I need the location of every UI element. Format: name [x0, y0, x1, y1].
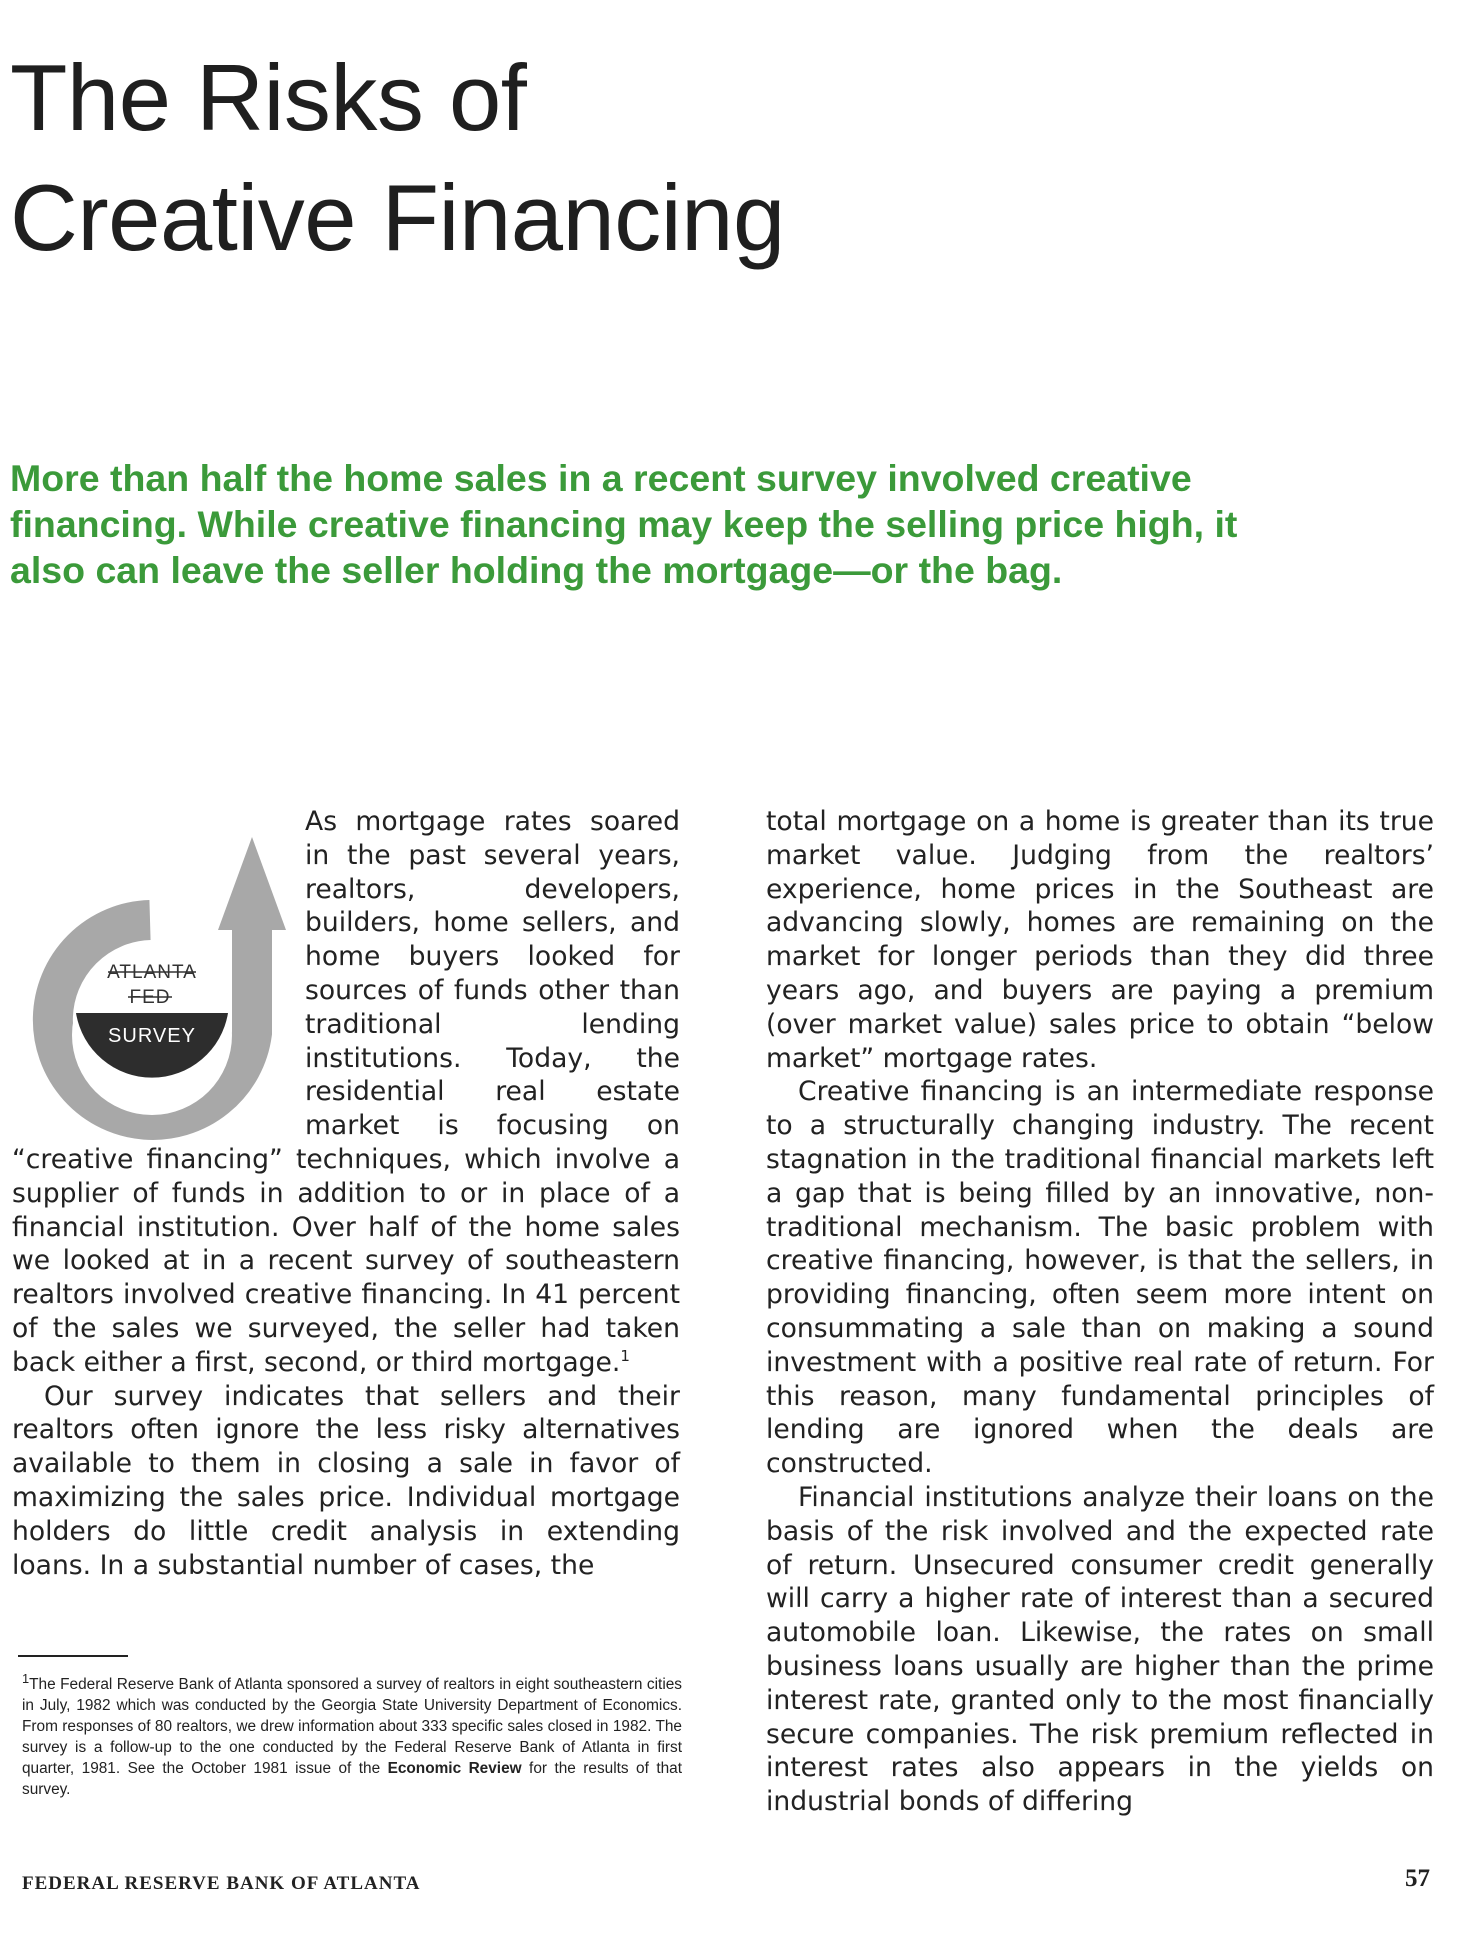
footnote-reference[interactable]: 1 [620, 1346, 630, 1365]
title-line-1: The Risks of [10, 45, 527, 150]
footnote-divider [18, 1655, 128, 1657]
logo-line-fed: FED [129, 987, 171, 1008]
footnote-publication: Economic Review [387, 1760, 522, 1778]
left-paragraph-1: As mortgage rates soared in the past several years, realtors, developers, builders, home sellers, and home buyers looked for sources of funds other than traditional lending institutions. Today, the residential real estate market is focusing on “creative financing” techniques, which involve a supplier of funds in addition to or in place of a financial institution. Over half of the home sales we looked at in a recent survey of southeastern realtors involved creative financing. In 41 percent of the sales we surveyed, the seller had taken back either a first, second, or third mortgage.$^1$ [12, 806, 680, 1378]
right-paragraph-3: Financial institutions analyze their loans on the basis of the risk involved and the expected rate of return. Unsecured consumer credit generally will carry a higher rate of interest than a secured automobile loan. Likewise, the rates on small business loans usually are higher than the prime interest rate, granted only to the most financially secure companies. The risk premium reflected in interest rates also appears in the yields on industrial bonds of differing [766, 1481, 1434, 1818]
footnote-text-end: for the results of that survey. [22, 1760, 682, 1799]
footnote-text: The Federal Reserve Bank of Atlanta sponsored a survey of realtors in eight southeastern cities in July, 1982 which was conducted by the Georgia State University Department of Economics. From responses of 80 realtors, we drew information about 333 specific sales closed in 1982. The survey is a follow-up to the one conducted by the Federal Reserve Bank of Atlanta in first quarter, 1981. See the October 1981 issue of the [22, 1676, 682, 1778]
logo-survey-badge: SURVEY [108, 1025, 196, 1047]
footnote-marker: 1 [22, 1671, 30, 1686]
footnote [22, 1668, 682, 1800]
title-line-2: Creative Financing [10, 165, 785, 270]
article-title [10, 38, 1110, 278]
right-paragraph-2: Creative financing is an intermediate response to a structurally changing industry. The recent stagnation in the traditional financial markets left a gap that is being filled by an innovative, non-traditional mechanism. The basic problem with creative financing, however, is that the sellers, in providing financing, often seem more intent on consummating a sale than on making a sound investment with a positive real rate of return. For this reason, many fundamental principles of lending are ignored when the deals are constructed. [766, 1076, 1434, 1480]
right-paragraph-1: total mortgage on a home is greater than its true market value. Judging from the realtors’ experience, home prices in the Southeast are advancing slowly, homes are remaining on the market for longer periods than they did three years ago, and buyers are paying a premium (over market value) sales price to obtain “below market” mortgage rates. [766, 806, 1434, 1074]
logo-line-atlanta: ATLANTA [107, 962, 197, 983]
left-column [12, 805, 680, 1582]
left-paragraph-2: Our survey indicates that sellers and their realtors often ignore the less risky alternatives available to them in closing a sale in favor of maximizing the sales price. Individual mortgage holders do little credit analysis in extending loans. In a substantial number of cases, the [12, 1380, 680, 1581]
page-number: 57 [1405, 1865, 1430, 1892]
footer-publisher: FEDERAL RESERVE BANK OF ATLANTA [22, 1873, 421, 1894]
article-deck: More than half the home sales in a recent survey involved creative financing. While creative financing may keep the selling price high, it also can leave the seller holding the mortgage—or the bag. [10, 457, 1238, 591]
atlanta-fed-survey-logo [0, 805, 305, 1140]
right-column [766, 805, 1434, 1819]
